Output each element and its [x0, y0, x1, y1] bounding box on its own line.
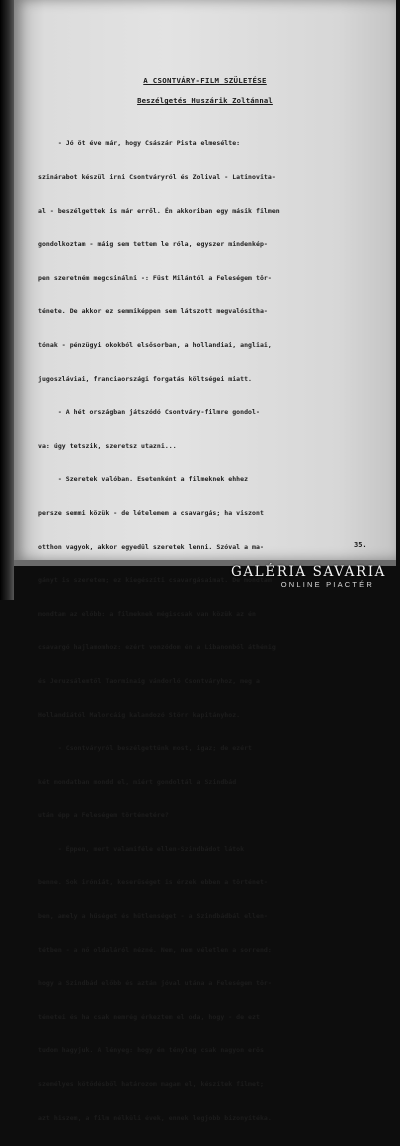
book-spine: [0, 0, 14, 600]
text-line: persze semmi közük - de lételemem a csavargás; ha viszont: [38, 508, 264, 517]
text-line: két mondatban mondd el, miért gondoltál a Szindbád: [38, 777, 237, 786]
text-line: és Jeruzsálemtől Taorminaig vándorló Csontváryhoz, meg a: [38, 676, 260, 685]
text-line: gányt is szeretem; ez kiegészíti csavargásaimat. De mondtam: [38, 576, 272, 585]
text-line: va: úgy tetszik, szeretsz utazni...: [38, 441, 177, 450]
text-line: Hollandiától Malorcáig kalandozó Störr kapitányhoz.: [38, 710, 241, 719]
text-line: hogy a Szindbád előbb és aztán jóval utána a Feleségem tör-: [38, 979, 272, 988]
text-line: otthon vagyok, akkor egyedül szeretek lenni. Szóval a ma-: [38, 542, 264, 551]
text-line: pen szeretném megcsinálni -: Füst Milántól a Feleségem tör-: [38, 273, 272, 282]
text-line: ténete. De akkor ez semmiképpen sem látszott megvalósítha-: [38, 307, 268, 316]
document-subtitle: Beszélgetés Huszárik Zoltánnal: [137, 96, 273, 105]
text-line: után épp a Feleségem történetére?: [38, 811, 169, 820]
text-line: azt hiszem, a film nélküli évek, ennek legjobb bizonyítéka.: [38, 1113, 272, 1122]
text-line: csavargó hajlamomhoz: ezért vonzódom én a Libanonból áthénig: [38, 643, 276, 652]
watermark-title: GALÉRIA SAVARIA: [230, 564, 386, 580]
text-line: - Éppen, mert valamiféle ellen-Szindbádot látok: [38, 844, 245, 853]
document-body: [38, 116, 372, 1146]
text-line: személyes kötődésből határozom magam el, készítek filmet;: [38, 1080, 264, 1089]
text-line: - Szeretek valóban. Esetenként a filmeknek ehhez: [38, 475, 249, 484]
text-line: ténetei és ha csak nemrég érkeztem el oda, hogy - de ezt: [38, 1012, 260, 1021]
text-line: - Csontváryról beszélgettünk most, igaz; de ezért: [38, 744, 253, 753]
text-line: szinárabot készül irni Csontváryról és Zolival - Latinovita-: [38, 173, 276, 181]
text-line: ben, amely a hűséget és hűtlenséget - a Szindbádbál ellen-: [38, 912, 268, 921]
text-line: tónak - pénzügyi okokból elsősorban, a hollandiai, angliai,: [38, 340, 272, 349]
text-line: tudom hagyjuk. A lényeg: hogy én tényleg csak nagyon erős: [38, 1046, 264, 1055]
watermark-subtitle: ONLINE PIACTÉR: [280, 580, 374, 589]
text-line: mondtam az előbb: a filmeknek mégiscsak van közük az én: [38, 609, 256, 618]
text-line: - A hét országban játszódó Csontváry-filmre gondol-: [38, 408, 260, 417]
text-line: gondolkoztam - máig sem tettem le róla, egyszer mindenkép-: [38, 240, 268, 249]
page-number: 35.: [354, 541, 367, 549]
text-line: tétben - a nő oldaláról nézné. Nem, nem véletlen a sorrend:: [38, 945, 272, 954]
text-line: - Jó öt éve már, hogy Császár Pista elmesélte:: [38, 139, 241, 148]
document-title: A CSONTVÁRY-FILM SZÜLETÉSE: [143, 76, 267, 85]
text-line: jugoszláviai, franciaországi forgatás költségei miatt.: [38, 374, 253, 383]
watermark: [0, 564, 400, 590]
text-line: al - beszélgettek is már erről. Én akkoriban egy másik filmen: [38, 206, 280, 215]
text-line: benne. Sok iróniát, keserűséget is érzek ebben a történet-: [38, 878, 268, 887]
